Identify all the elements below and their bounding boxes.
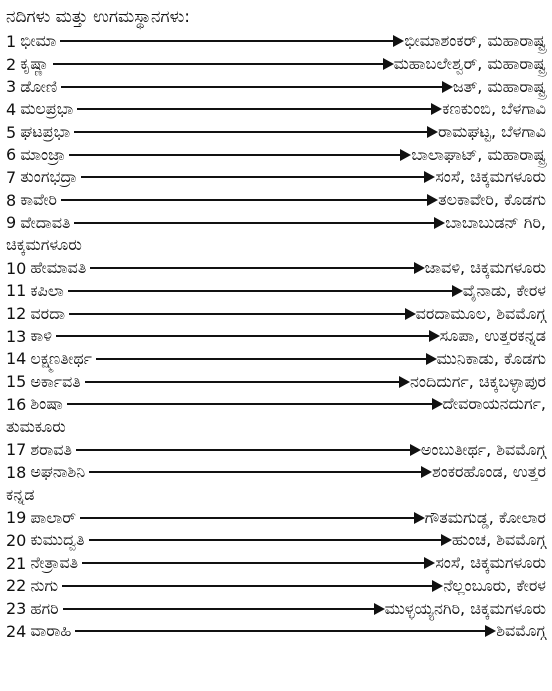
river-row: [6, 393, 546, 416]
river-origin: ಸೂಪಾ, ಉತ್ತರಕನ್ನಡ: [439, 326, 546, 346]
arrow-icon: [61, 86, 451, 88]
river-number: 21: [6, 553, 27, 573]
arrow-icon: [68, 290, 461, 292]
river-name: ಲಕ್ಷ್ಮಣತೀರ್ಥ: [30, 348, 92, 368]
river-name: ಕುಮುದ್ವತಿ: [30, 530, 85, 550]
arrow-icon: [74, 131, 436, 133]
river-row: [6, 121, 546, 144]
river-name: ಮಲಪ್ರಭಾ: [20, 99, 74, 119]
river-name: ಕಾವೇರಿ: [20, 190, 58, 210]
river-number: 3: [6, 77, 17, 97]
river-origin: ಹುಂಚ, ಶಿವಮೊಗ್ಗ: [451, 530, 546, 550]
arrow-icon: [85, 381, 408, 383]
river-number: 10: [6, 258, 27, 278]
river-number: 2: [6, 54, 17, 74]
river-number: 20: [6, 530, 27, 550]
arrow-icon: [75, 630, 494, 632]
river-origin-continued: ಕನ್ನಡ: [6, 484, 35, 504]
river-row: [6, 189, 546, 212]
arrow-icon: [74, 222, 443, 224]
river-number: 15: [6, 372, 27, 392]
river-origin: ತಲಕಾವೇರಿ, ಕೊಡಗು: [438, 190, 546, 210]
page-title: ನದಿಗಳು ಮತ್ತು ಉಗಮಸ್ಥಾನಗಳು:: [6, 7, 190, 27]
river-row: [6, 53, 546, 76]
river-origin: ಮುನಿಕಾಡು, ಕೊಡಗು: [436, 348, 546, 368]
river-row: [6, 597, 546, 620]
river-number: 17: [6, 440, 27, 460]
river-origin: ಗೌತಮಗುಡ್ಡ, ಕೋಲಾರ: [424, 507, 546, 527]
river-row: [6, 575, 546, 598]
river-number: 24: [6, 621, 27, 641]
river-number: 12: [6, 304, 27, 324]
river-number: 7: [6, 167, 17, 187]
river-row: [6, 370, 546, 393]
river-origin: ಮಹಾಬಲೇಶ್ವರ್, ಮಹಾರಾಷ್ಟ್ರ: [393, 54, 546, 74]
river-row: [6, 348, 546, 371]
river-row: [6, 257, 546, 280]
river-number: 11: [6, 281, 27, 301]
river-row: [6, 529, 546, 552]
river-name: ವೇದಾವತಿ: [20, 212, 71, 232]
river-number: 5: [6, 122, 17, 142]
arrow-icon: [89, 539, 450, 541]
river-name: ವರದಾ: [30, 303, 66, 323]
river-number: 1: [6, 31, 17, 51]
river-name: ಮಾಂಜ್ರಾ: [20, 144, 66, 164]
river-origin: ನಂದಿದುರ್ಗ, ಚಿಕ್ಕಬಳ್ಳಾಪುರ: [410, 371, 546, 391]
river-row: [6, 438, 546, 461]
arrow-icon: [69, 313, 413, 315]
river-origin: ಭೀಮಾಶಂಕರ್, ಮಹಾರಾಷ್ಟ್ರ: [404, 31, 546, 51]
river-number: 6: [6, 145, 17, 165]
arrow-icon: [53, 63, 391, 65]
river-row: [6, 212, 546, 235]
river-row: [6, 166, 546, 189]
river-origin: ಜತ್, ಮಹಾರಾಷ್ಟ್ರ: [452, 76, 546, 96]
arrow-icon: [90, 267, 422, 269]
river-name: ಭೀಮಾ: [20, 31, 57, 51]
river-name: ಅರ್ಕಾವತಿ: [30, 371, 81, 391]
arrow-icon: [76, 449, 419, 451]
river-origin: ಬಾಲಾಘಾಟ್, ಮಹಾರಾಷ್ಟ್ರ: [411, 144, 546, 164]
river-origin: ಕಣಕುಂಬಿ, ಬೆಳಗಾವಿ: [442, 99, 546, 119]
river-number: 22: [6, 576, 27, 596]
river-origin: ಸಂಸೆ, ಚಿಕ್ಕಮಗಳೂರು: [435, 553, 546, 573]
river-name: ನೇತ್ರಾವತಿ: [30, 553, 79, 573]
river-name: ಕಪಿಲಾ: [30, 280, 64, 300]
river-number: 9: [6, 213, 17, 233]
river-origin: ವರದಾಮೂಲ, ಶಿವಮೊಗ್ಗ: [415, 303, 546, 323]
river-origin: ಶಂಕರಹೊಂಡ, ಉತ್ತರ: [431, 462, 546, 482]
river-row: [6, 325, 546, 348]
arrow-icon: [81, 176, 433, 178]
river-row: [6, 302, 546, 325]
arrow-icon: [89, 471, 430, 473]
river-origin: ಮುಳ್ಳಯ್ಯನಗಿರಿ, ಚಿಕ್ಕಮಗಳೂರು: [384, 598, 546, 618]
arrow-icon: [77, 108, 440, 110]
river-origin: ಶಿವಮೊಗ್ಗ: [496, 621, 546, 641]
arrow-icon: [61, 199, 436, 201]
river-origin: ಸಂಸೆ, ಚಿಕ್ಕಮಗಳೂರು: [435, 167, 546, 187]
river-row: [6, 143, 546, 166]
river-origin: ವೈನಾಡು, ಕೇರಳ: [462, 280, 546, 300]
river-row: [6, 75, 546, 98]
river-row: [6, 30, 546, 53]
arrow-icon: [80, 517, 423, 519]
river-number: 13: [6, 326, 27, 346]
river-origin: ಜಾವಳಿ, ಚಿಕ್ಕಮಗಳೂರು: [424, 258, 546, 278]
river-name: ಅಘನಾಶಿನಿ: [30, 462, 86, 482]
river-number: 8: [6, 190, 17, 210]
river-row: [6, 506, 546, 529]
river-number: 14: [6, 349, 27, 369]
river-origin-continued: ಚಿಕ್ಕಮಗಳೂರು: [6, 235, 82, 255]
river-row: [6, 98, 546, 121]
river-name: ಹಗರಿ: [30, 598, 59, 618]
river-list: [6, 30, 546, 643]
river-name: ತುಂಗಭದ್ರಾ: [20, 167, 78, 187]
arrow-icon: [60, 40, 402, 42]
river-number: 19: [6, 508, 27, 528]
river-origin: ರಾಮಘಟ್ಟ, ಬೆಳಗಾವಿ: [438, 122, 546, 142]
arrow-icon: [82, 562, 433, 564]
river-origin: ದೇವರಾಯನದುರ್ಗ,: [442, 394, 546, 414]
arrow-icon: [56, 335, 438, 337]
river-number: 4: [6, 99, 17, 119]
river-origin: ಬಾಬಾಬುಡನ್ ಗಿರಿ,: [445, 212, 546, 232]
river-name: ಹೇಮಾವತಿ: [30, 258, 87, 278]
river-name: ವಾರಾಹಿ: [30, 621, 72, 641]
river-row: [6, 280, 546, 303]
river-name: ಡೋಣಿ: [20, 76, 58, 96]
river-row: [6, 620, 546, 643]
river-name: ಶರಾವತಿ: [30, 439, 72, 459]
river-name: ನುಗು: [30, 575, 59, 595]
river-name: ಕಾಳಿ: [30, 326, 52, 346]
river-row: [6, 552, 546, 575]
river-number: 18: [6, 462, 27, 482]
arrow-icon: [69, 154, 409, 156]
river-name: ಪಾಲಾರ್: [30, 507, 76, 527]
river-origin-continued: ತುಮಕೂರು: [6, 416, 66, 436]
river-name: ಘಟಪ್ರಭಾ: [20, 122, 71, 142]
arrow-icon: [62, 585, 441, 587]
arrow-icon: [67, 403, 441, 405]
arrow-icon: [63, 608, 383, 610]
river-row: [6, 461, 546, 484]
river-origin: ನೆಲ್ಲಂಬೂರು, ಕೇರಳ: [443, 575, 546, 595]
river-name: ಕೃಷ್ಣಾ: [20, 54, 50, 74]
river-number: 23: [6, 599, 27, 619]
river-origin: ಅಂಬುತೀರ್ಥ, ಶಿವಮೊಗ್ಗ: [420, 439, 546, 459]
river-number: 16: [6, 394, 27, 414]
river-name: ಶಿಂಷಾ: [30, 394, 63, 414]
arrow-icon: [96, 358, 435, 360]
